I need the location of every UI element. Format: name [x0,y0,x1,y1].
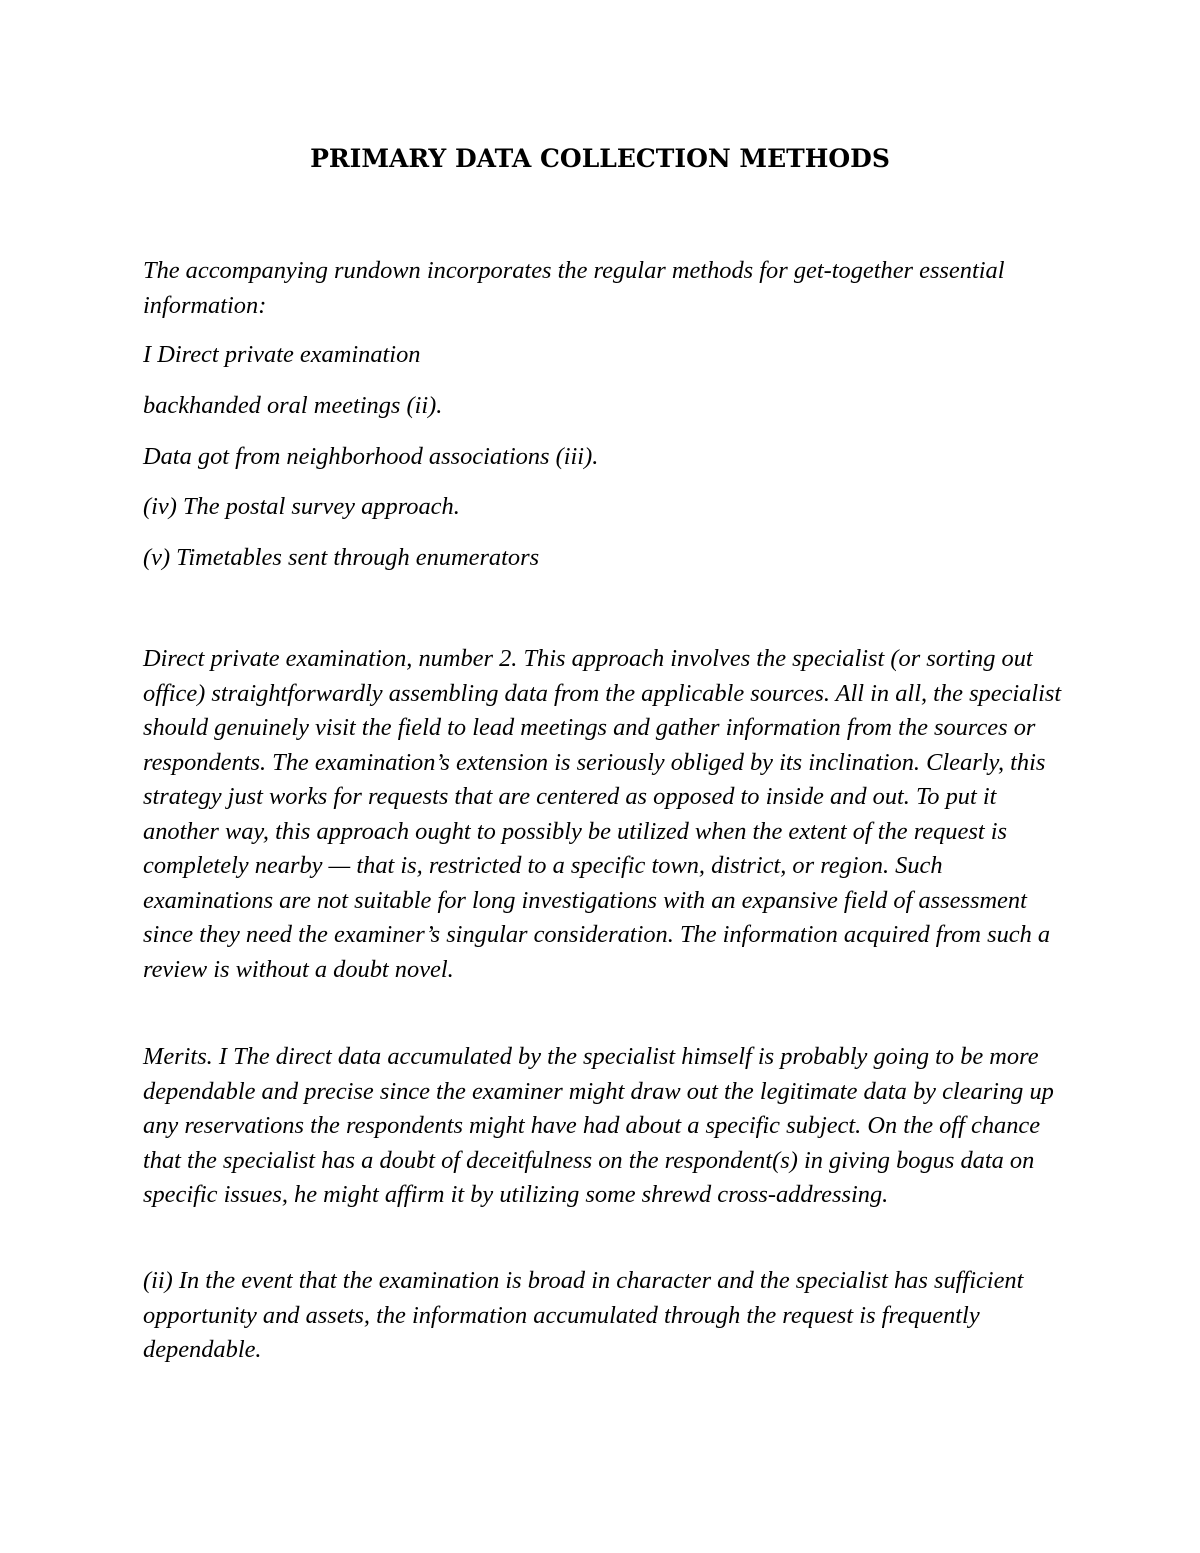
merits-paragraph: Merits. I The direct data accumulated by the specialist himself is probably going to be more dependable and precise since the examiner might draw out the legitimate data by clearing up any reservations the respondents might have had about a specific subject. On the off chance that the specialist has a doubt of deceitfulness on the respondent(s) in giving bogus data on specific issues, he might affirm it by utilizing some shrewd cross-addressing. [143,1043,1054,1208]
list-item: (iv) The postal survey approach. [143,493,460,520]
list-item: (v) Timetables sent through enumerators [143,544,540,571]
page-title: PRIMARY DATA COLLECTION METHODS [310,144,890,173]
list-item: backhanded oral meetings (ii). [143,392,443,419]
merits-ii-paragraph: (ii) In the event that the examination is broad in character and the specialist has sufficient opportunity and assets, the information accumulated through the request is frequently dependable. [143,1267,1024,1363]
direct-examination-paragraph: Direct private examination, number 2. This approach involves the specialist (or sorting out office) straightforwardly assembling data from the applicable sources. All in all, the specialist should genuinely visit the field to lead meetings and gather information from the sources or respondents. The examination’s extension is seriously obliged by its inclination. Clearly, this strategy just works for requests that are centered as opposed to inside and out. To put it another way, this approach ought to possibly be utilized when the extent of the request is completely nearby — that is, restricted to a specific town, district, or region. Such examinations are not suitable for long investigations with an expansive field of assessment since they need the examiner’s singular consideration. The information acquired from such a review is without a doubt novel. [143,645,1062,983]
list-item: I Direct private examination [143,341,421,368]
intro-paragraph: The accompanying rundown incorporates the regular methods for get-together essential information: [143,257,1005,319]
list-item: Data got from neighborhood associations (iii). [143,443,599,470]
